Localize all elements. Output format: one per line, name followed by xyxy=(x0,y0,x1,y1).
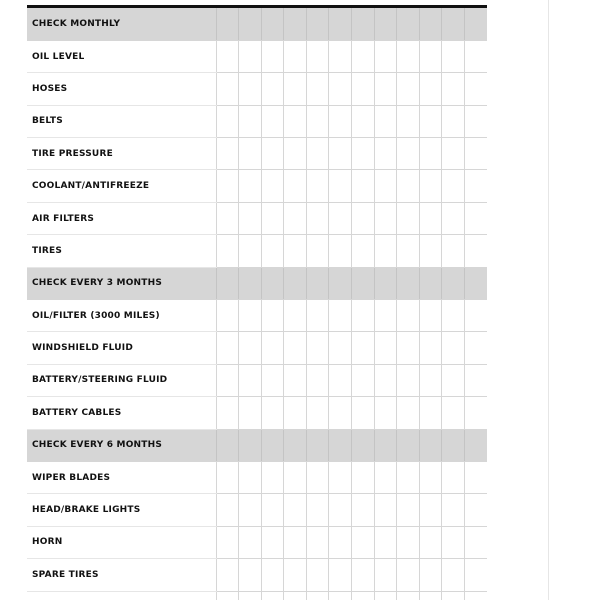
check-cell[interactable] xyxy=(464,461,487,493)
check-cell[interactable] xyxy=(374,170,397,202)
check-cell[interactable] xyxy=(329,526,352,558)
check-cell[interactable] xyxy=(306,235,329,267)
check-cell[interactable] xyxy=(397,364,420,396)
check-cell[interactable] xyxy=(419,461,442,493)
check-cell[interactable] xyxy=(397,591,420,600)
check-cell[interactable] xyxy=(261,138,284,170)
check-cell[interactable] xyxy=(284,267,307,299)
check-cell[interactable] xyxy=(464,591,487,600)
check-cell[interactable] xyxy=(306,202,329,234)
check-cell[interactable] xyxy=(216,235,239,267)
check-cell[interactable] xyxy=(442,73,465,105)
check-cell[interactable] xyxy=(261,332,284,364)
check-cell[interactable] xyxy=(464,138,487,170)
check-cell[interactable] xyxy=(419,235,442,267)
check-cell[interactable] xyxy=(216,397,239,429)
check-cell[interactable] xyxy=(284,429,307,461)
check-cell[interactable] xyxy=(374,300,397,332)
check-cell[interactable] xyxy=(216,494,239,526)
check-cell[interactable] xyxy=(351,526,374,558)
check-cell[interactable] xyxy=(329,170,352,202)
check-cell[interactable] xyxy=(216,526,239,558)
check-cell[interactable] xyxy=(306,73,329,105)
check-cell[interactable] xyxy=(419,332,442,364)
check-cell[interactable] xyxy=(442,40,465,72)
check-cell[interactable] xyxy=(419,105,442,137)
checklist-item-label: WINDSHIELD FLUID xyxy=(27,332,216,364)
check-cell[interactable] xyxy=(306,429,329,461)
check-cell[interactable] xyxy=(397,526,420,558)
check-cell[interactable] xyxy=(397,73,420,105)
check-cell[interactable] xyxy=(306,526,329,558)
check-cell[interactable] xyxy=(239,461,262,493)
section-heading: CHECK EVERY 6 MONTHS xyxy=(27,429,216,461)
check-cell[interactable] xyxy=(464,170,487,202)
checklist-row xyxy=(27,40,487,72)
check-cell[interactable] xyxy=(239,397,262,429)
check-cell[interactable] xyxy=(397,397,420,429)
check-cell[interactable] xyxy=(284,138,307,170)
check-cell[interactable] xyxy=(419,73,442,105)
check-cell[interactable] xyxy=(284,397,307,429)
check-cell[interactable] xyxy=(351,300,374,332)
check-cell[interactable] xyxy=(261,397,284,429)
check-cell[interactable] xyxy=(374,429,397,461)
check-cell[interactable] xyxy=(351,397,374,429)
check-cell[interactable] xyxy=(216,105,239,137)
check-cell[interactable] xyxy=(239,8,262,40)
check-cell[interactable] xyxy=(464,429,487,461)
check-cell[interactable] xyxy=(464,300,487,332)
checklist-item-label-empty xyxy=(27,591,216,600)
check-cell[interactable] xyxy=(442,559,465,591)
check-cell[interactable] xyxy=(239,235,262,267)
check-cell[interactable] xyxy=(306,494,329,526)
check-cell[interactable] xyxy=(374,364,397,396)
check-cell[interactable] xyxy=(374,461,397,493)
section-heading: CHECK EVERY 3 MONTHS xyxy=(27,267,216,299)
checklist-row xyxy=(27,397,487,429)
check-cell[interactable] xyxy=(351,494,374,526)
check-cell[interactable] xyxy=(397,235,420,267)
check-cell[interactable] xyxy=(261,105,284,137)
check-cell[interactable] xyxy=(442,170,465,202)
check-cell[interactable] xyxy=(442,591,465,600)
check-cell[interactable] xyxy=(442,461,465,493)
check-cell[interactable] xyxy=(329,138,352,170)
check-cell[interactable] xyxy=(464,332,487,364)
check-cell[interactable] xyxy=(239,559,262,591)
check-cell[interactable] xyxy=(239,494,262,526)
check-cell[interactable] xyxy=(261,267,284,299)
check-cell[interactable] xyxy=(419,300,442,332)
check-cell[interactable] xyxy=(464,397,487,429)
check-cell[interactable] xyxy=(239,300,262,332)
check-cell[interactable] xyxy=(216,170,239,202)
check-cell[interactable] xyxy=(216,559,239,591)
check-cell[interactable] xyxy=(306,170,329,202)
check-cell[interactable] xyxy=(239,105,262,137)
check-cell[interactable] xyxy=(239,170,262,202)
check-cell[interactable] xyxy=(397,8,420,40)
check-cell[interactable] xyxy=(329,332,352,364)
checklist-body xyxy=(27,8,487,600)
check-cell[interactable] xyxy=(351,40,374,72)
check-cell[interactable] xyxy=(464,202,487,234)
check-cell[interactable] xyxy=(261,364,284,396)
check-cell[interactable] xyxy=(464,559,487,591)
check-cell[interactable] xyxy=(419,267,442,299)
check-cell[interactable] xyxy=(239,591,262,600)
check-cell[interactable] xyxy=(464,105,487,137)
checklist-item-label: OIL LEVEL xyxy=(27,40,216,72)
check-cell[interactable] xyxy=(374,267,397,299)
check-cell[interactable] xyxy=(351,461,374,493)
checklist-item-label: WIPER BLADES xyxy=(27,461,216,493)
check-cell[interactable] xyxy=(442,526,465,558)
checklist-row xyxy=(27,138,487,170)
check-cell[interactable] xyxy=(284,105,307,137)
check-cell[interactable] xyxy=(374,397,397,429)
check-cell[interactable] xyxy=(329,591,352,600)
checklist-item-label: BELTS xyxy=(27,105,216,137)
check-cell[interactable] xyxy=(284,494,307,526)
checklist-row xyxy=(27,235,487,267)
check-cell[interactable] xyxy=(239,364,262,396)
check-cell[interactable] xyxy=(329,235,352,267)
check-cell[interactable] xyxy=(329,73,352,105)
check-cell[interactable] xyxy=(419,8,442,40)
check-cell[interactable] xyxy=(261,591,284,600)
check-cell[interactable] xyxy=(306,267,329,299)
check-cell[interactable] xyxy=(239,40,262,72)
checklist-row xyxy=(27,202,487,234)
check-cell[interactable] xyxy=(442,494,465,526)
check-cell[interactable] xyxy=(306,138,329,170)
checklist-row xyxy=(27,494,487,526)
check-cell[interactable] xyxy=(397,494,420,526)
check-cell[interactable] xyxy=(442,235,465,267)
check-cell[interactable] xyxy=(261,8,284,40)
check-cell[interactable] xyxy=(216,300,239,332)
check-cell[interactable] xyxy=(464,364,487,396)
check-cell[interactable] xyxy=(306,300,329,332)
check-cell[interactable] xyxy=(351,73,374,105)
check-cell[interactable] xyxy=(442,397,465,429)
check-cell[interactable] xyxy=(419,429,442,461)
section-header-row xyxy=(27,8,487,40)
check-cell[interactable] xyxy=(374,73,397,105)
check-cell[interactable] xyxy=(284,170,307,202)
check-cell[interactable] xyxy=(442,267,465,299)
check-cell[interactable] xyxy=(239,429,262,461)
check-cell[interactable] xyxy=(306,591,329,600)
check-cell[interactable] xyxy=(397,170,420,202)
check-cell[interactable] xyxy=(239,202,262,234)
check-cell[interactable] xyxy=(442,429,465,461)
check-cell[interactable] xyxy=(306,461,329,493)
check-cell[interactable] xyxy=(284,300,307,332)
check-cell[interactable] xyxy=(284,40,307,72)
check-cell[interactable] xyxy=(216,202,239,234)
checklist-row xyxy=(27,170,487,202)
check-cell[interactable] xyxy=(216,8,239,40)
check-cell[interactable] xyxy=(261,235,284,267)
check-cell[interactable] xyxy=(261,494,284,526)
check-cell[interactable] xyxy=(397,332,420,364)
check-cell[interactable] xyxy=(351,138,374,170)
section-header-row xyxy=(27,267,487,299)
check-cell[interactable] xyxy=(284,526,307,558)
check-cell[interactable] xyxy=(216,73,239,105)
section-heading: CHECK MONTHLY xyxy=(27,8,216,40)
checklist-row xyxy=(27,591,487,600)
check-cell[interactable] xyxy=(351,235,374,267)
check-cell[interactable] xyxy=(329,397,352,429)
check-cell[interactable] xyxy=(419,397,442,429)
check-cell[interactable] xyxy=(239,73,262,105)
checklist-row xyxy=(27,461,487,493)
check-cell[interactable] xyxy=(329,429,352,461)
check-cell[interactable] xyxy=(261,559,284,591)
check-cell[interactable] xyxy=(374,105,397,137)
checklist-item-label: AIR FILTERS xyxy=(27,202,216,234)
check-cell[interactable] xyxy=(306,40,329,72)
check-cell[interactable] xyxy=(261,40,284,72)
check-cell[interactable] xyxy=(397,559,420,591)
checklist-row xyxy=(27,332,487,364)
check-cell[interactable] xyxy=(397,300,420,332)
checklist-item-label: BATTERY/STEERING FLUID xyxy=(27,364,216,396)
check-cell[interactable] xyxy=(329,300,352,332)
check-cell[interactable] xyxy=(374,40,397,72)
checklist-item-label: HOSES xyxy=(27,73,216,105)
check-cell[interactable] xyxy=(419,526,442,558)
check-cell[interactable] xyxy=(284,332,307,364)
check-cell[interactable] xyxy=(261,429,284,461)
check-cell[interactable] xyxy=(351,364,374,396)
check-cell[interactable] xyxy=(374,526,397,558)
check-cell[interactable] xyxy=(397,461,420,493)
check-cell[interactable] xyxy=(397,40,420,72)
check-cell[interactable] xyxy=(306,8,329,40)
check-cell[interactable] xyxy=(397,429,420,461)
check-cell[interactable] xyxy=(374,494,397,526)
check-cell[interactable] xyxy=(464,8,487,40)
check-cell[interactable] xyxy=(329,267,352,299)
check-cell[interactable] xyxy=(306,364,329,396)
check-cell[interactable] xyxy=(329,494,352,526)
check-cell[interactable] xyxy=(261,461,284,493)
checklist-row xyxy=(27,300,487,332)
check-cell[interactable] xyxy=(351,105,374,137)
check-cell[interactable] xyxy=(329,105,352,137)
checklist-item-label: HEAD/BRAKE LIGHTS xyxy=(27,494,216,526)
checklist-row xyxy=(27,105,487,137)
check-cell[interactable] xyxy=(374,235,397,267)
check-cell[interactable] xyxy=(261,202,284,234)
page-edge-divider xyxy=(548,0,549,600)
check-cell[interactable] xyxy=(374,591,397,600)
check-cell[interactable] xyxy=(442,300,465,332)
check-cell[interactable] xyxy=(351,429,374,461)
check-cell[interactable] xyxy=(329,40,352,72)
check-cell[interactable] xyxy=(284,364,307,396)
check-cell[interactable] xyxy=(351,8,374,40)
check-cell[interactable] xyxy=(464,526,487,558)
check-cell[interactable] xyxy=(464,267,487,299)
check-cell[interactable] xyxy=(329,8,352,40)
check-cell[interactable] xyxy=(374,138,397,170)
checklist-row xyxy=(27,559,487,591)
check-cell[interactable] xyxy=(419,138,442,170)
check-cell[interactable] xyxy=(306,559,329,591)
check-cell[interactable] xyxy=(329,559,352,591)
checklist-row xyxy=(27,73,487,105)
check-cell[interactable] xyxy=(261,300,284,332)
check-cell[interactable] xyxy=(419,559,442,591)
check-cell[interactable] xyxy=(442,332,465,364)
check-cell[interactable] xyxy=(284,591,307,600)
check-cell[interactable] xyxy=(239,332,262,364)
check-cell[interactable] xyxy=(216,332,239,364)
check-cell[interactable] xyxy=(442,8,465,40)
check-cell[interactable] xyxy=(216,591,239,600)
check-cell[interactable] xyxy=(261,170,284,202)
checklist-item-label: TIRE PRESSURE xyxy=(27,138,216,170)
check-cell[interactable] xyxy=(284,8,307,40)
check-cell[interactable] xyxy=(284,461,307,493)
check-cell[interactable] xyxy=(351,559,374,591)
check-cell[interactable] xyxy=(419,202,442,234)
check-cell[interactable] xyxy=(216,364,239,396)
check-cell[interactable] xyxy=(216,138,239,170)
checklist-row xyxy=(27,526,487,558)
check-cell[interactable] xyxy=(284,559,307,591)
check-cell[interactable] xyxy=(374,8,397,40)
check-cell[interactable] xyxy=(284,202,307,234)
check-cell[interactable] xyxy=(239,526,262,558)
checklist-item-label: SPARE TIRES xyxy=(27,559,216,591)
check-cell[interactable] xyxy=(419,494,442,526)
check-cell[interactable] xyxy=(284,235,307,267)
checklist-row xyxy=(27,364,487,396)
check-cell[interactable] xyxy=(306,332,329,364)
check-cell[interactable] xyxy=(329,202,352,234)
check-cell[interactable] xyxy=(397,138,420,170)
checklist-item-label: COOLANT/ANTIFREEZE xyxy=(27,170,216,202)
check-cell[interactable] xyxy=(464,235,487,267)
check-cell[interactable] xyxy=(306,397,329,429)
check-cell[interactable] xyxy=(351,332,374,364)
check-cell[interactable] xyxy=(419,591,442,600)
checklist-item-label: BATTERY CABLES xyxy=(27,397,216,429)
checklist-item-label: OIL/FILTER (3000 MILES) xyxy=(27,300,216,332)
check-cell[interactable] xyxy=(464,494,487,526)
checklist-item-label: TIRES xyxy=(27,235,216,267)
check-cell[interactable] xyxy=(419,170,442,202)
check-cell[interactable] xyxy=(464,40,487,72)
check-cell[interactable] xyxy=(261,526,284,558)
checklist-item-label: HORN xyxy=(27,526,216,558)
check-cell[interactable] xyxy=(239,267,262,299)
check-cell[interactable] xyxy=(351,267,374,299)
check-cell[interactable] xyxy=(261,73,284,105)
check-cell[interactable] xyxy=(284,73,307,105)
maintenance-checklist-table xyxy=(27,8,487,600)
check-cell[interactable] xyxy=(374,332,397,364)
check-cell[interactable] xyxy=(464,73,487,105)
check-cell[interactable] xyxy=(329,364,352,396)
check-cell[interactable] xyxy=(374,202,397,234)
check-cell[interactable] xyxy=(374,559,397,591)
check-cell[interactable] xyxy=(442,105,465,137)
check-cell[interactable] xyxy=(216,267,239,299)
check-cell[interactable] xyxy=(397,267,420,299)
check-cell[interactable] xyxy=(306,105,329,137)
check-cell[interactable] xyxy=(419,40,442,72)
section-header-row xyxy=(27,429,487,461)
check-cell[interactable] xyxy=(351,591,374,600)
check-cell[interactable] xyxy=(397,202,420,234)
check-cell[interactable] xyxy=(216,429,239,461)
check-cell[interactable] xyxy=(239,138,262,170)
check-cell[interactable] xyxy=(442,364,465,396)
check-cell[interactable] xyxy=(351,202,374,234)
check-cell[interactable] xyxy=(419,364,442,396)
check-cell[interactable] xyxy=(329,461,352,493)
check-cell[interactable] xyxy=(442,138,465,170)
check-cell[interactable] xyxy=(216,461,239,493)
check-cell[interactable] xyxy=(397,105,420,137)
check-cell[interactable] xyxy=(442,202,465,234)
check-cell[interactable] xyxy=(216,40,239,72)
check-cell[interactable] xyxy=(351,170,374,202)
